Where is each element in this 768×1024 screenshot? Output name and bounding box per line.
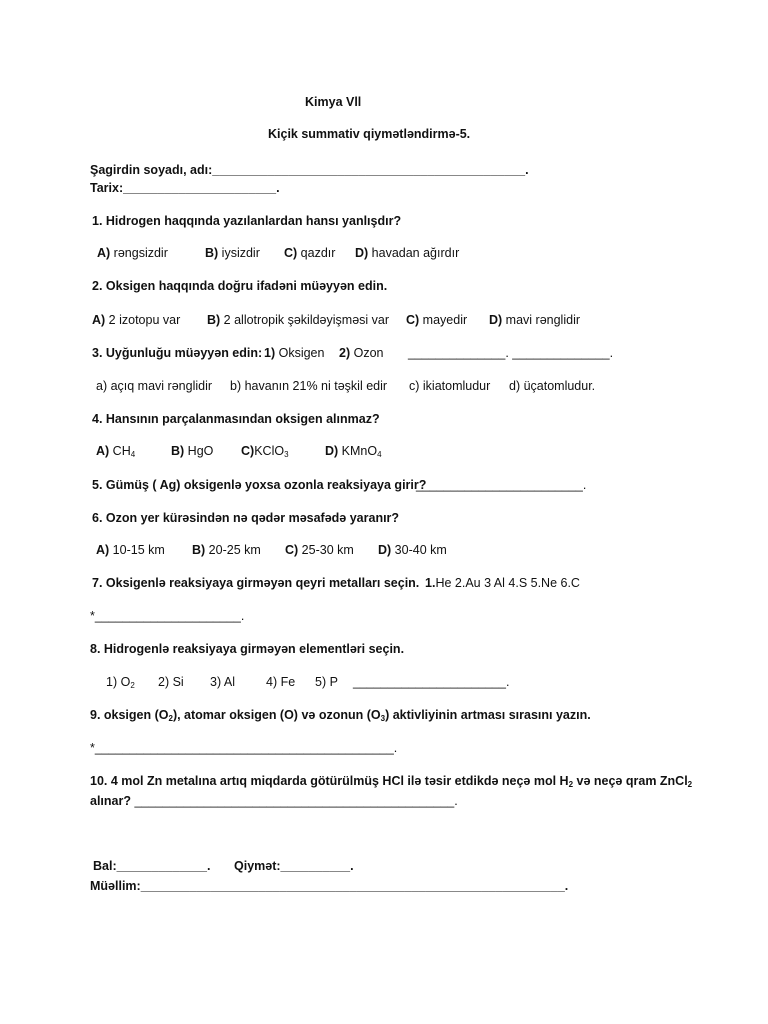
date-blank[interactable]: ______________________. [123, 181, 280, 195]
q7-options: He 2.Au 3 Al 4.S 5.Ne 6.C [435, 576, 580, 590]
q1-option-a[interactable]: A) rəngsizdir [97, 246, 168, 260]
q2-option-a[interactable]: A) 2 izotopu var [92, 313, 181, 327]
q3-options [96, 378, 595, 394]
q2-option-b[interactable]: B) 2 allotropik şəkildəyişməsi var [207, 313, 390, 327]
q8-option-3[interactable]: 3) Al [210, 675, 236, 689]
q3-prompt: 3. Uyğunluğu müəyyən edin: [92, 346, 263, 360]
q10-continuation: alınar? [90, 794, 131, 808]
q8-blank[interactable]: ______________________. [353, 675, 510, 689]
q3-blanks[interactable]: ______________. ______________. [408, 346, 614, 360]
q3-option-b[interactable]: b) havanın 21% ni təşkil edir [230, 379, 388, 393]
q1-option-d[interactable]: D) havadan ağırdır [355, 246, 460, 260]
question-7 [92, 575, 580, 591]
q9-blank[interactable]: *___________________________________________. [90, 741, 398, 755]
question-1: 1. Hidrogen haqqında yazılanlardan hansı yanlışdır? [92, 214, 402, 228]
q8-option-1[interactable]: 1) $O_2$ [106, 675, 135, 690]
q3-option-a[interactable]: a) açıq mavi rənglidir [96, 379, 213, 393]
q6-option-b[interactable]: B) 20-25 km [192, 543, 261, 557]
q3-item-2: 2) Ozon [339, 346, 384, 360]
score-line [93, 858, 354, 874]
question-9: 9. oksigen $(O_2)$, atomar oksigen (O) və ozonun $(O_3)$ aktivliyinin artması sırasını yazın. [90, 708, 591, 723]
teacher-blank[interactable]: _____________________________________________________________. [140, 879, 569, 893]
q4-options [96, 443, 382, 459]
q4-option-c[interactable]: C)KClO$_3$ [241, 444, 289, 459]
student-name-label: Şagirdin soyadı, adı: [90, 163, 213, 177]
q2-option-d[interactable]: D) mavi rənglidir [489, 313, 581, 327]
q8-option-2[interactable]: 2) Si [158, 675, 184, 689]
q3-option-d[interactable]: d) üçatomludur. [509, 379, 596, 393]
q2-options [92, 312, 580, 328]
q6-options [96, 542, 447, 558]
grade-blank[interactable]: __________. [280, 859, 354, 873]
q4-option-d[interactable]: D) KMnO$_4$ [325, 444, 382, 459]
question-2: 2. Oksigen haqqında doğru ifadəni müəyyən edin. [92, 279, 388, 293]
q1-option-c[interactable]: C) qazdır [284, 246, 336, 260]
q1-option-b[interactable]: B) iysizdir [205, 246, 260, 260]
worksheet-title: Kiçik summativ qiymətləndirmə-5. [268, 127, 471, 141]
subject-title: Kimya Vll [305, 95, 362, 109]
score-blank[interactable]: _____________. [116, 859, 211, 873]
q8-options [106, 674, 509, 690]
q6-option-d[interactable]: D) 30-40 km [378, 543, 447, 557]
question-4: 4. Hansının parçalanmasından oksigen alınmaz? [92, 412, 380, 426]
teacher-line [90, 878, 568, 894]
date-label: Tarix: [90, 181, 124, 195]
q4-option-b[interactable]: B) HgO [171, 444, 214, 458]
q3-option-c[interactable]: c) ikiatomludur [409, 379, 491, 393]
question-5 [92, 477, 586, 493]
student-name-blank[interactable]: _____________________________________________. [212, 163, 529, 177]
q5-prompt: 5. Gümüş ( Ag) oksigenlə yoxsa ozonla reaksiyaya girir? [92, 478, 427, 492]
score-label: Bal: [93, 859, 117, 873]
grade-label: Qiymət: [234, 859, 281, 873]
question-6: 6. Ozon yer kürəsindən nə qədər məsafədə yaranır? [92, 511, 400, 525]
q3-item-1: 1) Oksigen [264, 346, 325, 360]
question-10: 10. 4 mol Zn metalına artıq miqdarda götürülmüş HCl ilə təsir etdikdə neçə mol $H_2$ və neçə qram ZnCl$_2$ [90, 774, 693, 789]
q8-option-4[interactable]: 4) Fe [266, 675, 296, 689]
q7-prompt: 7. Oksigenlə reaksiyaya girməyən qeyri metalları seçin. [92, 576, 420, 590]
q5-blank[interactable]: ________________________. [416, 478, 587, 492]
q7-blank[interactable]: *_____________________. [90, 609, 245, 623]
q10-answer-line [90, 793, 458, 809]
date-line [90, 180, 280, 196]
q2-option-c[interactable]: C) mayedir [406, 313, 468, 327]
q6-option-c[interactable]: C) 25-30 km [285, 543, 354, 557]
q6-option-a[interactable]: A) 10-15 km [96, 543, 165, 557]
teacher-label: Müəllim: [90, 879, 141, 893]
q7-lead: 1. [425, 576, 436, 590]
q1-options [97, 245, 459, 261]
question-3 [92, 345, 613, 361]
q8-option-5[interactable]: 5) P [315, 675, 338, 689]
q4-option-a[interactable]: A) $CH_4$ [96, 444, 136, 459]
q10-blank[interactable]: ______________________________________________. [131, 794, 458, 808]
question-8: 8. Hidrogenlə reaksiyaya girməyən elementləri seçin. [90, 642, 405, 656]
student-name-line [90, 162, 529, 178]
